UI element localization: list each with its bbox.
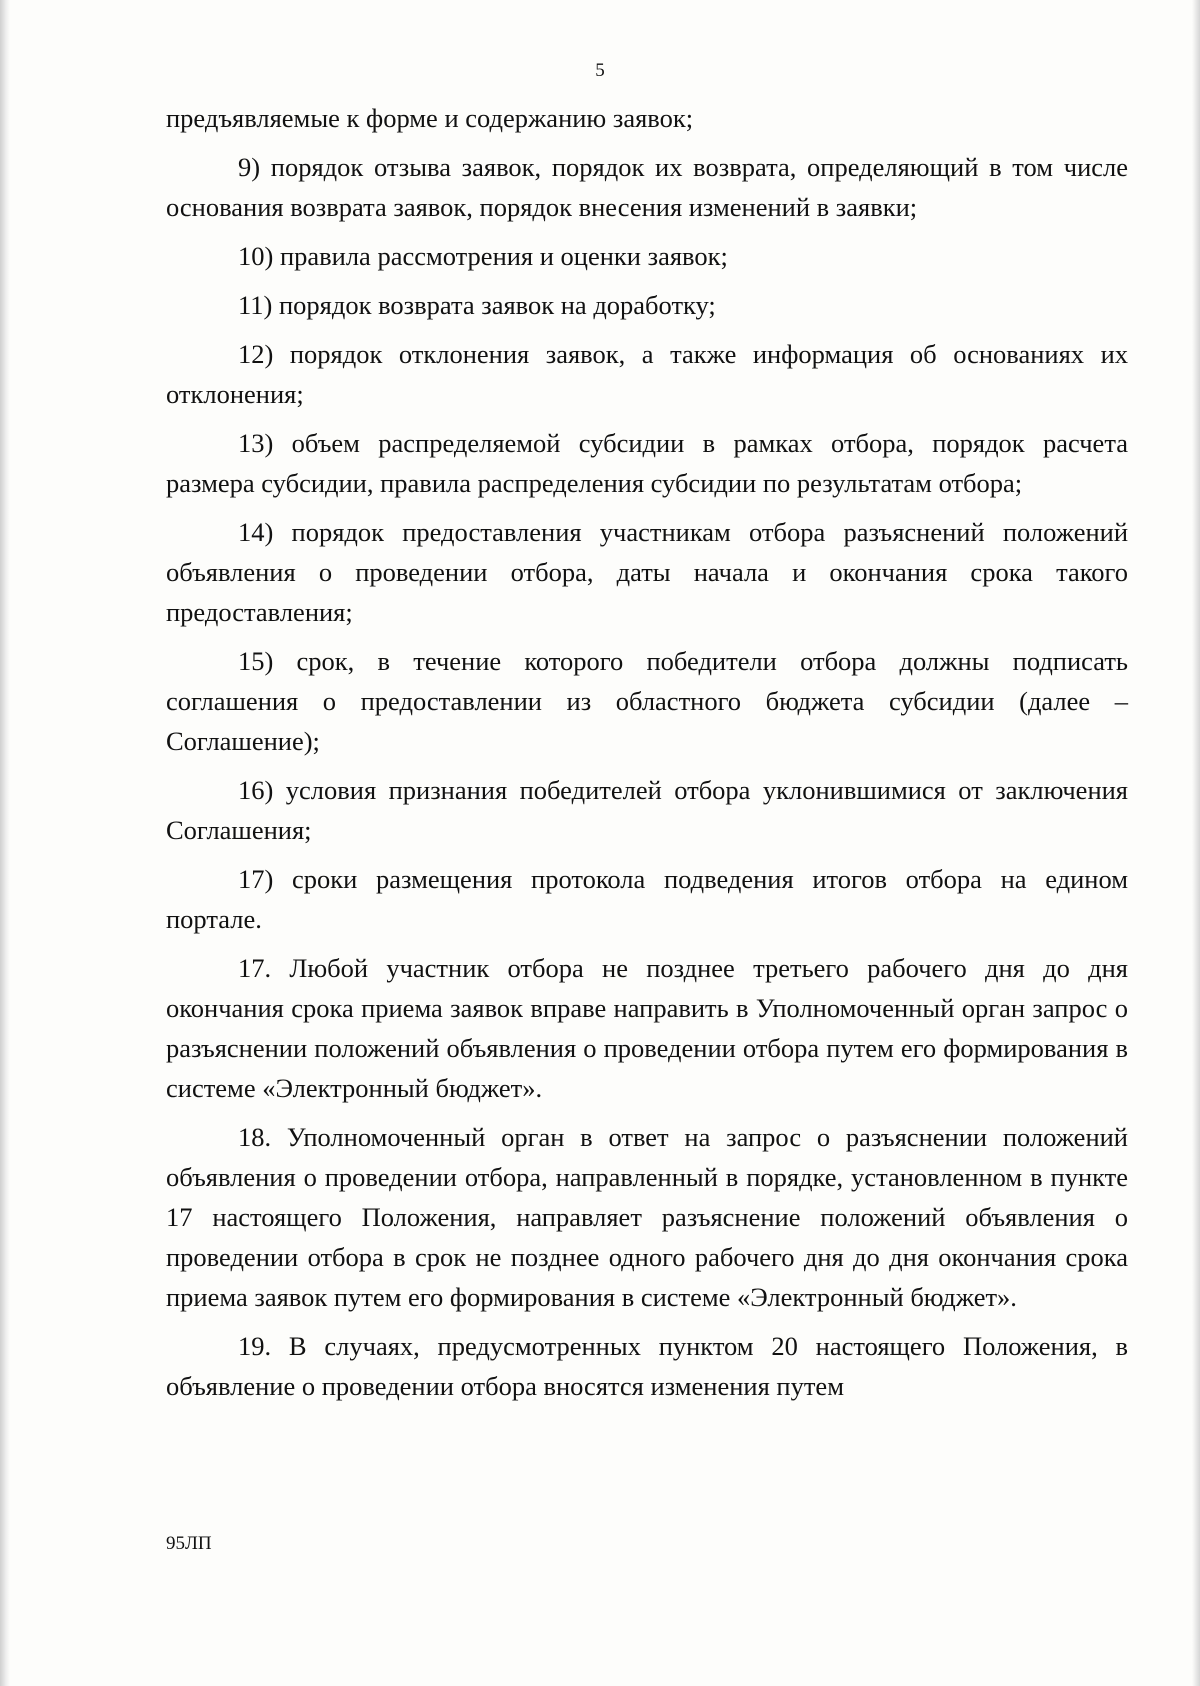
list-item-14: 14) порядок предоставления участникам отбора разъяснений положений объявления о проведении отбора, даты начала и окончания срока такого предоставления; bbox=[166, 517, 1128, 627]
list-item-16: 16) условия признания победителей отбора уклонившимися от заключения Соглашения; bbox=[166, 775, 1128, 845]
list-item-9: 9) порядок отзыва заявок, порядок их возврата, определяющий в том числе основания возврата заявок, порядок внесения изменений в заявки; bbox=[166, 152, 1128, 222]
clause-17: 17. Любой участник отбора не позднее третьего рабочего дня до дня окончания срока приема заявок вправе направить в Уполномоченный орган запрос о разъяснении положений объявления о проведении отбора путем его формирования в системе «Электронный бюджет». bbox=[166, 953, 1128, 1103]
clause-18: 18. Уполномоченный орган в ответ на запрос о разъяснении положений объявления о проведении отбора, направленный в порядке, установленном в пункте 17 настоящего Положения, направляет разъяснение положений объявления о проведении отбора в срок не позднее одного рабочего дня до дня окончания срока приема заявок путем его формирования в системе «Электронный бюджет». bbox=[166, 1122, 1128, 1312]
list-item-15: 15) срок, в течение которого победители отбора должны подписать соглашения о предоставлении из областного бюджета субсидии (далее – Соглашение); bbox=[166, 646, 1128, 756]
document-body bbox=[166, 98, 1128, 1415]
list-item-11: 11) порядок возврата заявок на доработку; bbox=[238, 290, 716, 320]
scan-edge-right bbox=[1192, 0, 1200, 1686]
paragraph-continuation: предъявляемые к форме и содержанию заявок; bbox=[166, 103, 694, 133]
scan-edge-left bbox=[0, 0, 10, 1686]
document-code: 95ЛП bbox=[166, 1533, 212, 1554]
list-item-13: 13) объем распределяемой субсидии в рамках отбора, порядок расчета размера субсидии, правила распределения субсидии по результатам отбора; bbox=[166, 428, 1128, 498]
list-item-10: 10) правила рассмотрения и оценки заявок; bbox=[238, 241, 728, 271]
list-item-12: 12) порядок отклонения заявок, а также информация об основаниях их отклонения; bbox=[166, 339, 1128, 409]
list-item-17: 17) сроки размещения протокола подведения итогов отбора на едином портале. bbox=[166, 864, 1128, 934]
page-number: 5 bbox=[595, 60, 605, 81]
clause-19: 19. В случаях, предусмотренных пунктом 20 настоящего Положения, в объявление о проведении отбора вносятся изменения путем bbox=[166, 1331, 1128, 1401]
